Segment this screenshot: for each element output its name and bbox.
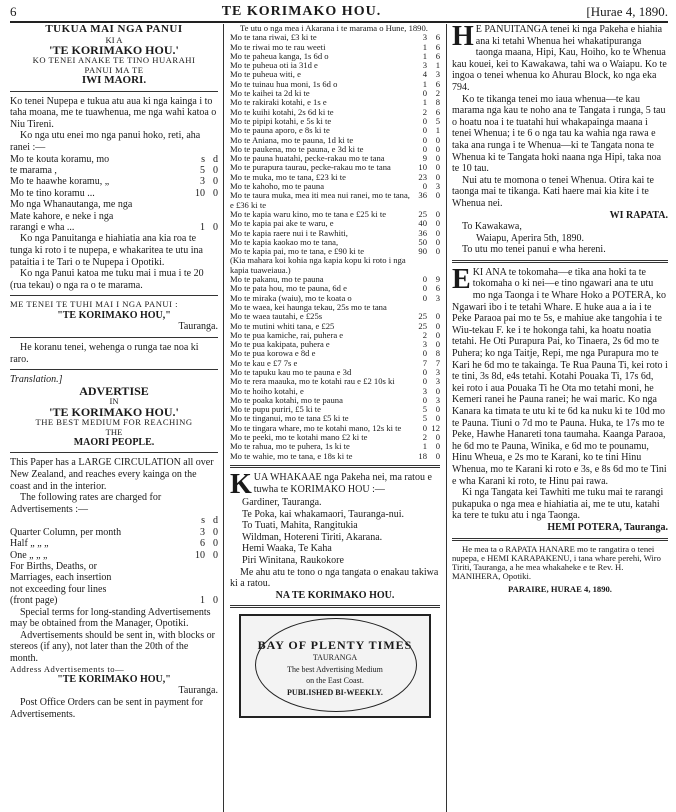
agents-close: Me ahu atu te tono o nga tangata o enakau takiwa ki a ratou. [230,566,439,590]
rate-d: 3 [435,292,440,303]
rate-d: 6 [435,78,440,89]
rate-d: d [213,515,218,527]
rate-d: 0 [213,187,218,199]
rate-s: 3 [422,60,427,71]
rate-label: Mo te mutini whiti tana, e £25 [230,320,335,331]
rate-d: 0 [435,441,440,452]
rate-s: 90 [418,246,427,257]
rate-s: 3 [200,526,205,538]
rate-label: Mo te puheua witi, e [230,69,301,80]
english-paragraph-4: Advertisements should be sent in, with blocks or stereos (if any), not later than the 20th of the month. [10,629,215,664]
rate-s: 0 [422,115,427,126]
column-right [452,24,668,812]
rate-d: 0 [435,432,440,443]
korimako-hou-heading: 'TE KORIMAKO HOU.' [49,42,179,57]
rate-s: 25 [418,311,427,322]
rate-d: 0 [435,153,440,164]
post-office-note: Post Office Orders can be sent in payment for Advertisements. [10,697,204,720]
rate-label: Mo te riwai mo te rau weeti [230,41,326,52]
rate-label: Mo te kapia pai ake te waru, e [230,218,334,229]
divider [230,465,440,468]
rate-row [230,452,440,461]
rate-s: 10 [195,549,205,561]
bay-of-plenty-times-stamp [239,614,431,718]
rate-s: 25 [418,208,427,219]
rate-row [230,256,440,275]
stamp-line-2: on the East Coast. [306,676,364,686]
rate-d: 0 [435,311,440,322]
rate-label: Half „ „ „ [10,538,49,550]
rate-label: Mo te kapia kaokao mo te tana, [230,236,339,247]
english-paragraph-2: The following rates are charged for Advertisements :— [10,492,162,515]
rate-d: 12 [431,422,440,433]
rate-d: 5 [435,115,440,126]
rate-label: Mo te waea, kei haunga tekau, 25s mo te tana [230,301,387,312]
rate-row [10,176,218,187]
rate-label: Mo te tana riwai, £3 ki te [230,32,317,43]
rate-label: Mo te puheua oti ia 31d e [230,60,318,71]
rate-label: (Kia mahara koi kohia nga kapia kopu ki roto i nga kapia tuaweiaua.) [230,255,406,275]
rate-label: Mate kahore, e neke i nga [10,210,114,222]
rate-label: Mo te kaihei ta 2d ki te [230,88,310,99]
stamp-title: BAY OF PLENTY TIMES [257,638,413,653]
rate-label: Mo te pua korowa e 8d e [230,348,316,359]
rate-s: 0 [422,376,427,387]
rate-s: 1 [422,97,427,108]
rate-s: 0 [422,292,427,303]
agent-item: To Tuati, Mahita, Rangitukia [242,520,358,532]
rate-s: 50 [418,236,427,247]
address-name: "TE KORIMAKO HOU," [57,673,171,685]
me-tenei-name: "TE KORIMAKO HOU," [57,309,171,321]
rate-s: 0 [422,422,427,433]
issue-date: [Hurae 4, 1890. [586,4,668,19]
land-sign: WI RAPATA. [609,209,668,221]
divider [452,260,668,263]
land-notice [452,24,668,256]
rate-s: 2 [422,432,427,443]
rate-s: s [201,153,205,165]
rate-s: 0 [422,366,427,377]
rate-label: Mo te kuihi kotahi, 2s 6d ki te [230,106,334,117]
rate-row [10,595,218,606]
rate-label: Mo te kapia pai, mo te tana, e £90 ki te [230,246,365,257]
rate-d [205,584,218,595]
in-text: IN [109,396,119,407]
agents-sign: NA TE KORIMAKO HOU. [275,589,395,601]
rate-d: 1 [435,60,440,71]
rate-d: 6 [435,32,440,43]
rate-d: 0 [435,413,440,424]
rate-s: 25 [418,320,427,331]
agent-item: Wildman, Hotereni Tiriti, Akarana. [242,531,383,543]
rate-d: 6 [435,106,440,117]
address-label: Address Advertisements to— [10,663,125,674]
rate-label: Mo te tino koramu ... [10,187,95,199]
ki-a-text: KI A [105,34,123,45]
rate-d: 0 [435,339,440,350]
rate-label: Mo te hoiho kotahi, e [230,385,304,396]
rate-row [10,515,218,526]
divider [10,295,218,296]
rate-d: 6 [435,41,440,52]
rate-s: 36 [418,190,427,201]
rate-label: Mo te rakiraki kotahi, e 1s e [230,97,327,108]
land-address-3: To utu mo tenei panui e wha hereni. [462,244,606,256]
rate-s [192,211,205,222]
rate-d: 3 [435,69,440,80]
rate-d: 6 [435,283,440,294]
rate-label: Mo te Aniana, mo te pauna, 1d ki te [230,134,354,145]
rate-s: 5 [422,404,427,415]
rate-s: 0 [422,143,427,154]
rate-label: Mo te miraka (waiu), mo te koata o [230,292,352,303]
rate-s: 0 [422,348,427,359]
rate-s: 23 [418,171,427,182]
stamp-place: TAURANGA [312,652,358,662]
stamp-ring [255,618,417,712]
rate-row [10,165,218,176]
rate-d: 0 [435,320,440,331]
rate-s: 0 [422,274,427,285]
rate-d [205,211,218,222]
agents-intro: UA WHAKAAE nga Pakeha nei, ma ratou e tuwha te KORIMAKO HOU :— [253,471,432,495]
rate-d: 9 [435,274,440,285]
rate-label: Mo te tingara whare, mo te kotahi mano, 12s ki te [230,422,402,433]
maori-paragraph-4: Ko nga Panui katoa me tuku mai i mua i te 20 (rua tekau) o nga ra o te marama. [10,268,204,291]
divider [10,91,218,92]
best-medium-line: THE BEST MEDIUM FOR REACHING [35,417,193,428]
stamp-line-1: The best Advertising Medium [287,664,383,674]
rate-label: not exceeding four lines [10,583,107,595]
dropcap-e: E [452,263,471,295]
rate-s: 3 [422,385,427,396]
rate-d: 8 [435,97,440,108]
rate-row [10,550,218,561]
rate-s: 10 [195,187,205,199]
price-list-table [230,33,440,461]
rate-d: 2 [435,88,440,99]
english-paragraph-1: This Paper has a LARGE CIRCULATION all over New Zealand, and reaches every kainga on the coast and in the interior. [10,457,214,492]
rate-d: 0 [435,218,440,229]
rate-row [10,561,218,572]
rate-d: 0 [435,134,440,145]
rate-s [192,561,205,572]
rate-row [10,538,218,549]
rate-d: 0 [213,526,218,538]
rate-row [10,572,218,583]
rate-d: 8 [435,348,440,359]
rate-label: Mo te pakanu, mo te pauna [230,274,324,285]
rate-row [10,188,218,199]
potera-paragraph-2: Ki nga Tangata kei Tawhiti me tuku mai te rarangi pukapuka o nga mea e hiahiatia ai, me te utu, katahi ka tere te tuku atu i nga Taonga. [452,487,664,522]
address-place: Tauranga. [178,685,218,697]
rate-s: 0 [422,134,427,145]
rate-s: 0 [422,394,427,405]
maori-rates-table [10,154,218,234]
rate-label: Mo te kapia waru kino, mo te tana e £25 ki te [230,208,387,219]
rate-d: 0 [213,595,218,607]
rate-label: Mo te taura muka, mea iti mea nui ranei, mo te tana, e £36 ki te [230,190,410,210]
land-address-1: To Kawakawa, [462,221,522,233]
rate-label: Mo te peeki, mo te kotahi mano £2 ki te [230,432,368,443]
rate-row [10,199,218,210]
rate-label [10,515,192,526]
newspaper-title: TE KORIMAKO HOU. [221,4,382,19]
land-paragraph-1: E PANUITANGA tenei ki nga Pakeha e hiahia ana ki tetahi Whenua hei whakatipuranga taonga maana, Hipi, Kau, Hoiho, ko te Whenua kau kouei, kei to Kawakawa, tahi wa o Waiapu. Ko te ingoa o tenei whenua ko Ahurau Block, ko nga eka 794. [452,24,667,93]
printer-note: He mea ta o RAPATA HANARE mo te rangatira o tenei nupepa, e HEMI KARAPAKENU, i tana whare perehi, Wiro Tiriti, Tauranga, a he mea whakaheke e te Rev. H. MANIHERA, Opotiki. [452,543,661,582]
potera-notice [452,263,668,534]
rate-label: Mo te kahoho, mo te pauna [230,181,325,192]
rate-s: 3 [200,176,205,188]
page-header [10,2,668,23]
rate-s: 1 [200,222,205,234]
rate-label: Mo te rera maauka, mo te kotahi rau e £2 10s ki [230,376,395,387]
me-tenei-line: ME TENEI TE TUHI MAI I NGA PANUI : [10,299,179,310]
rate-label: (front page) [10,595,58,607]
rate-d: 3 [435,376,440,387]
rate-label: Mo te pipipi kotahi, e 5s ki te [230,115,332,126]
rate-d: 0 [213,549,218,561]
rate-label: Mo te paukena, mo te pauna, e 3d ki te [230,143,364,154]
rate-d: 0 [213,176,218,188]
divider [452,538,668,541]
divider [230,605,440,608]
rate-row [230,191,440,210]
stamp-line-3: PUBLISHED BI-WEEKLY. [287,687,383,697]
rate-s: 1 [200,595,205,607]
rate-label: One „ „ „ [10,549,48,561]
divider [10,452,218,453]
rate-s: 0 [422,283,427,294]
rate-label: Mo te pua kamiche, rai, puhera e [230,329,344,340]
rate-label: Mo te tapuku kau mo te pauna e 3d [230,366,352,377]
rate-label: Mo te pauna aporo, e 8s ki te [230,125,330,136]
rate-d: 0 [435,236,440,247]
dropcap-k: K [230,468,252,500]
rate-label: Mo te tinganui, mo te tana £5 ki te [230,413,349,424]
rate-s: 3 [422,32,427,43]
rate-s: 0 [422,181,427,192]
rate-s [192,584,205,595]
rate-d: 0 [435,208,440,219]
rate-row [10,211,218,222]
rate-s: 7 [422,357,427,368]
rate-d [205,572,218,583]
rate-s: s [201,515,205,527]
rate-d: 0 [213,165,218,177]
rate-d: d [213,153,218,165]
rate-d: 1 [435,125,440,136]
rate-s: 1 [422,78,427,89]
english-paragraph-3: Special terms for long-standing Advertisements may be obtained from the Manager, Opotiki. [10,606,211,630]
column-rule-1 [223,24,224,812]
rate-d: 0 [435,190,440,201]
rate-s: 5 [200,165,205,177]
rate-label: Mo te waea tautahi, e £25s [230,311,323,322]
rate-s: 3 [422,339,427,350]
rate-s: 18 [418,450,427,461]
rate-label: Mo te poaka kotahi, mo te pauna [230,394,343,405]
rate-label: Marriages, each insertion [10,572,112,584]
rate-s: 1 [422,41,427,52]
rate-s [192,199,205,210]
rate-d [205,199,218,210]
rate-s [414,256,427,275]
rate-label: Quarter Column, per month [10,526,122,538]
divider [10,337,218,338]
rate-row [10,222,218,233]
rate-s: 10 [418,162,427,173]
the-text: THE [105,426,123,437]
agents-notice [230,468,440,601]
maori-paragraph-1: Ko tenei Nupepa e tukua atu aua ki nga kainga i to taha moana, me te tuawhenua, me nga wahi katoa o Niu Tireni. [10,95,217,130]
agent-item: Te Poka, kai whakamaori, Tauranga-nui. [242,508,404,520]
rate-row [10,584,218,595]
agent-item: Piri Winitana, Raukokore [242,554,344,566]
land-paragraph-2: Ko te tikanga tenei mo iaua whenua—te kau marama nga kau te noho ana te Tangata i runga, 5 tau o hoatu noa i te tuatahi hui whakapainga maana i tenei Whenua; i te 6 o nga tau ka wahia nga rawa e taka ana runga i te Whenua—ki te Tangata nona te Whenua ki te Tangata hoki naana nga Hipi, taka noa te 10 tau. [452,93,666,175]
advertise-heading: ADVERTISE [79,383,149,398]
agent-item: Gardiner, Tauranga. [242,496,322,508]
rate-d: 0 [213,222,218,234]
rate-label: Mo te tuinau hua moni, 1s 6d o [230,78,338,89]
rate-label: Mo te purapura taurau, pecke-rakau mo te tana [230,162,391,173]
maori-people-heading: MAORI PEOPLE. [73,436,155,448]
rate-d: 0 [435,171,440,182]
maori-paragraph-2: Ko nga utu enei mo nga panui hoko, reti, aha ranei :— [10,130,201,154]
column-middle [230,24,440,812]
rate-d [205,561,218,572]
rate-d: 3 [435,366,440,377]
rate-d: 6 [435,50,440,61]
rate-label: Mo te pauna huatahi, pecke-rakau mo te tana [230,153,385,164]
rate-d: 0 [435,162,440,173]
rate-s: 2 [422,329,427,340]
rate-label: Mo te kau e £7 7s e [230,357,298,368]
ko-tenei-line: KO TENEI ANAKE TE TINO HUARAHI [32,55,196,66]
rate-d [427,256,440,275]
page-number: 6 [10,4,17,19]
rate-d: 0 [435,246,440,257]
rate-s: 36 [418,227,427,238]
column-left [10,24,218,812]
rate-label: Mo te rahua, mo te puhera, 1s ki te [230,441,350,452]
translation-label: Translation.] [10,374,63,386]
tukua-heading: TUKUA MAI NGA PANUI [45,24,183,35]
dropcap-h: H [452,24,474,52]
korimako-hou-heading-2: 'TE KORIMAKO HOU.' [49,404,179,419]
rate-s: 6 [200,538,205,550]
rate-row [10,527,218,538]
rate-d: 0 [435,450,440,461]
column-rule-2 [446,24,447,812]
land-address-2: Waiapu, Aperira 5th, 1890. [476,232,585,244]
panui-ma-line: PANUI MA TE [84,64,144,75]
rate-d: 7 [435,357,440,368]
footer-date: PARAIRE, HURAE 4, 1890. [508,583,612,594]
rate-label: Mo te pua kakipata, puhera e [230,339,330,350]
rate-s: 0 [422,88,427,99]
rate-label: rarangi e wha ... [10,222,75,234]
rate-s: 0 [422,125,427,136]
rate-s: 4 [422,69,427,80]
rate-d: 0 [435,227,440,238]
agents-list [230,497,440,567]
rate-label: Mo te haawhe koramu, „ [10,176,110,188]
rate-d: 3 [435,181,440,192]
rate-d: 0 [213,538,218,550]
land-paragraph-3: Nui atu te momona o tenei Whenua. Otira kai te taonga mai te tikanga. Kati haere mai kia kite i te Whenua nei. [452,174,654,209]
rate-d: 0 [435,329,440,340]
maori-paragraph-3: Ko nga Panuitanga e hiahiatia ana kia roa te tunga ki roto i te nupepa, e whakaritea te utu ina pataitia i te Tari o te Nupepa i Opotiki. [10,233,203,268]
rate-label: Mo te pata hou, mo te pauna, 6d e [230,283,347,294]
rate-label: te marama , [10,165,57,177]
rate-s: 1 [422,50,427,61]
rate-d: 0 [435,143,440,154]
potera-paragraph-1: KI ANA te tokomaha—e tika ana hoki ta te tokomaha o ki nei—e tino ngawari ana te utu mo nga Taonga i te Whare Hoko a POTERA, ko Ngawari ibo i te tetahi Whare. E huke aua a ia i te Peke Paraoa pai mo te 5s, e mahiue ake tangohia i te Wiu-tekau F. ke i te hokonga tahi, ka hoatu noatia tetahi. He Oti Purapura Pai, ko Tinaera, 2s 6d mo te Puhera; ko nga Taitje, Repi, me nga Purapura mo te Kari he 6d mo te takainga. Te Rua Pauna Ti, kei roto i te tini, 3s 8d, e4s tetahi. Kotahi Pouaka Ti, 17s 6d, kei roto i aua Pouaka Ti he Ota mo tetahi moni, he Kemeri ranei he Pauna ranei; he wai maric. Ko nga Kanara ka timata te utu ki te 6d ka nuku ki te 10d mo te Pauna. Tiuni o 7d mo te Pauna. Huka, te 17s mo te Peke, Hawhe Hanareti tona taumaha. Kaanga Paraoa, he 6d mo te Pauna, Winika, e 6d mo te pounamu, Hinu Wheua, e 2s mo te Karani, ko te tini Hinu Whenua, mo te Karani ki roto e 3s, e 8s 6d mo te Tini e wha Karani ki roto, te Hinu pai rawa. [452,266,668,487]
rate-s: 9 [422,153,427,164]
rate-d: 0 [435,385,440,396]
agent-item: Hemi Waaka, Te Kaha [242,543,332,555]
rate-label: Mo te paheua kanga, 1s 6d o [230,50,329,61]
divider [10,369,218,370]
english-rates-table [10,515,218,606]
rate-d: 0 [435,404,440,415]
rate-label: Mo te wahie, mo te tana, e 18s ki te [230,450,353,461]
iwi-maori-heading: IWI MAORI. [81,74,147,87]
rate-label: Mo te muka, mo te tana, £23 ki te [230,171,346,182]
rate-label: Mo te kouta koramu, mo [10,153,110,165]
rate-s [192,572,205,583]
price-list-intro: Te utu o nga mea i Akarana i te marama o Hune, 1890. [240,24,428,33]
rate-label: Mo te kapia raere nui i te Rawhiti, [230,227,348,238]
rate-label: For Births, Deaths, or [10,560,97,572]
maori-paragraph-5: He koranu tenei, wehenga o runga tae noa ki raro. [10,341,199,365]
rate-s: 40 [418,218,427,229]
rate-label: Mo nga Whanautanga, me nga [10,199,133,211]
rate-s: 1 [422,441,427,452]
me-tenei-place: Tauranga. [178,321,218,333]
potera-sign: HEMI POTERA, Tauranga. [547,521,668,533]
rate-row [10,154,218,165]
rate-s: 2 [422,106,427,117]
rate-s: 5 [422,413,427,424]
rate-d: 3 [435,394,440,405]
rate-label: Mo te pupu puriri, £5 ki te [230,404,321,415]
